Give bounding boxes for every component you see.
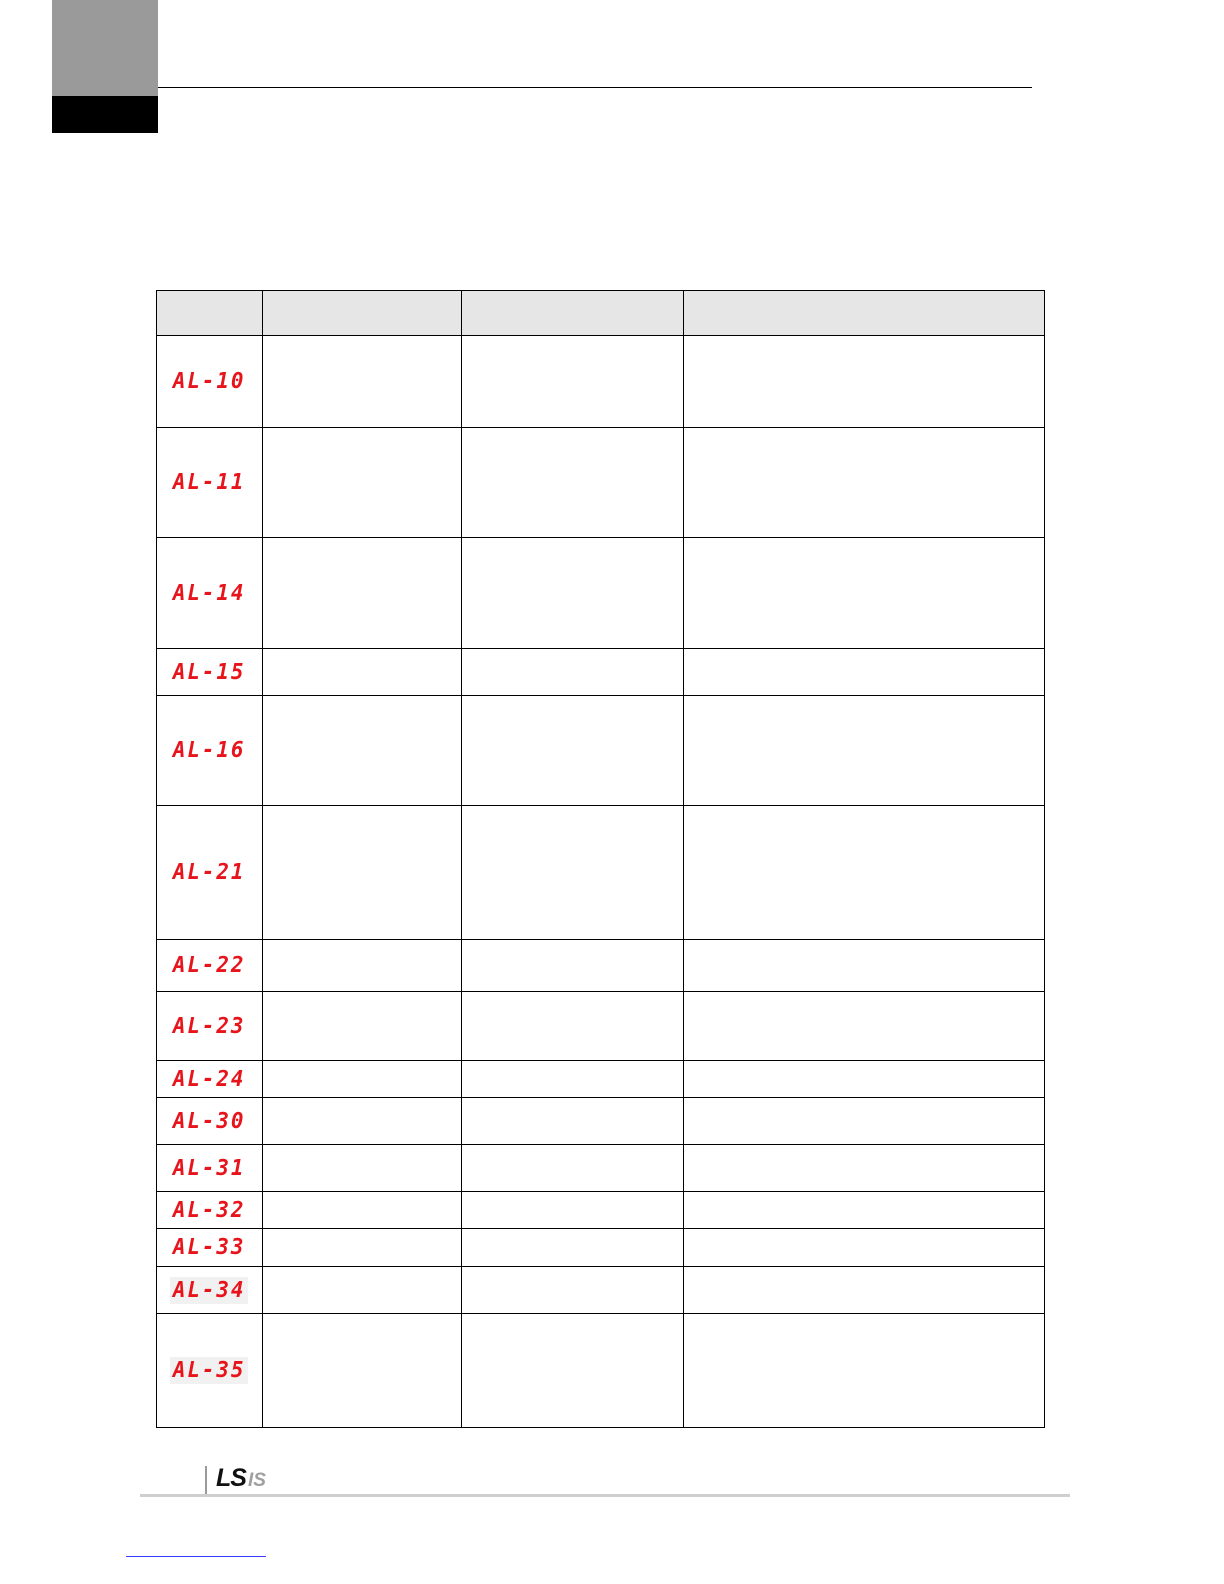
- alarm-name-cell: [263, 336, 462, 428]
- alarm-cause-cell: [462, 336, 684, 428]
- alarm-name-cell: [263, 1192, 462, 1229]
- table-row: [157, 1267, 1045, 1314]
- column-header-action: [684, 291, 1045, 336]
- alarm-name-cell: [263, 428, 462, 538]
- alarm-code-cell: [157, 538, 263, 649]
- alarm-action-cell: [684, 1229, 1045, 1267]
- alarm-name-cell: [263, 940, 462, 992]
- alarm-code-display: AL-11: [173, 470, 246, 495]
- alarm-code-display: AL-15: [173, 659, 246, 685]
- alarm-cause-cell: [462, 806, 684, 940]
- alarm-code-display: AL-21: [173, 860, 246, 885]
- alarm-code-cell: [157, 1098, 263, 1145]
- alarm-action-cell: [684, 649, 1045, 696]
- alarm-code-display: AL-31: [173, 1155, 246, 1181]
- table-row: [157, 1098, 1045, 1145]
- alarm-code-cell: [157, 336, 263, 428]
- alarm-code-cell: [157, 992, 263, 1061]
- ls-is-logo: [216, 1464, 266, 1492]
- header-rule: [158, 87, 1032, 88]
- table-row: [157, 1229, 1045, 1267]
- table-row: [157, 1145, 1045, 1192]
- alarm-code-display: AL-32: [173, 1197, 246, 1223]
- hyperlink-underline[interactable]: [126, 1556, 266, 1557]
- alarm-name-cell: [263, 1267, 462, 1314]
- alarm-code-cell: [157, 1229, 263, 1267]
- footer-divider: [205, 1466, 207, 1496]
- chapter-tab-marker: [52, 96, 158, 133]
- alarm-cause-cell: [462, 428, 684, 538]
- alarm-action-cell: [684, 428, 1045, 538]
- alarm-cause-cell: [462, 1145, 684, 1192]
- table-row: [157, 1192, 1045, 1229]
- alarm-code-cell: [157, 1061, 263, 1098]
- alarm-code-display: AL-23: [173, 1013, 246, 1039]
- alarm-name-cell: [263, 1229, 462, 1267]
- alarm-action-cell: [684, 992, 1045, 1061]
- alarm-action-cell: [684, 1098, 1045, 1145]
- alarm-name-cell: [263, 1061, 462, 1098]
- alarm-code-cell: [157, 1192, 263, 1229]
- alarm-action-cell: [684, 806, 1045, 940]
- alarm-code-cell: [157, 649, 263, 696]
- table-row: [157, 992, 1045, 1061]
- table-row: [157, 649, 1045, 696]
- alarm-code-display: AL-10: [173, 369, 246, 394]
- alarm-code-display: AL-22: [173, 953, 246, 978]
- alarm-name-cell: [263, 1145, 462, 1192]
- alarm-name-cell: [263, 538, 462, 649]
- alarm-code-cell: [157, 428, 263, 538]
- column-header-cause: [462, 291, 684, 336]
- table-row: [157, 1314, 1045, 1428]
- alarm-code-cell: [157, 1145, 263, 1192]
- alarm-action-cell: [684, 336, 1045, 428]
- alarm-code-cell: [157, 696, 263, 806]
- alarm-table: [156, 290, 1045, 1428]
- alarm-code-display: AL-14: [173, 580, 246, 606]
- alarm-code-cell: [157, 940, 263, 992]
- alarm-name-cell: [263, 992, 462, 1061]
- alarm-code-display: AL-35: [170, 1357, 248, 1384]
- table-row: [157, 1061, 1045, 1098]
- table-row: [157, 940, 1045, 992]
- chapter-tab: [52, 0, 158, 96]
- logo-sub-text: IS: [247, 1470, 266, 1491]
- alarm-code-display: AL-33: [173, 1235, 246, 1260]
- alarm-cause-cell: [462, 1061, 684, 1098]
- alarm-code-cell: [157, 806, 263, 940]
- alarm-action-cell: [684, 1267, 1045, 1314]
- alarm-cause-cell: [462, 1098, 684, 1145]
- alarm-name-cell: [263, 806, 462, 940]
- logo-main-text: LS: [216, 1464, 246, 1492]
- alarm-cause-cell: [462, 1229, 684, 1267]
- table-row: [157, 336, 1045, 428]
- table-row: [157, 806, 1045, 940]
- alarm-action-cell: [684, 1061, 1045, 1098]
- alarm-cause-cell: [462, 649, 684, 696]
- table-row: [157, 696, 1045, 806]
- alarm-code-display: AL-30: [173, 1108, 246, 1134]
- alarm-name-cell: [263, 649, 462, 696]
- column-header-code: [157, 291, 263, 336]
- alarm-code-display: AL-34: [170, 1277, 248, 1304]
- alarm-cause-cell: [462, 1192, 684, 1229]
- alarm-name-cell: [263, 696, 462, 806]
- footer-rule: [140, 1494, 1070, 1497]
- alarm-cause-cell: [462, 992, 684, 1061]
- alarm-action-cell: [684, 538, 1045, 649]
- alarm-name-cell: [263, 1314, 462, 1428]
- alarm-code-cell: [157, 1267, 263, 1314]
- alarm-action-cell: [684, 1145, 1045, 1192]
- column-header-name: [263, 291, 462, 336]
- alarm-cause-cell: [462, 940, 684, 992]
- alarm-code-cell: [157, 1314, 263, 1428]
- alarm-action-cell: [684, 1192, 1045, 1229]
- alarm-code-display: AL-16: [173, 738, 246, 763]
- alarm-action-cell: [684, 1314, 1045, 1428]
- alarm-name-cell: [263, 1098, 462, 1145]
- alarm-cause-cell: [462, 538, 684, 649]
- table-row: [157, 538, 1045, 649]
- table-header-row: [157, 291, 1045, 336]
- alarm-action-cell: [684, 940, 1045, 992]
- table-row: [157, 428, 1045, 538]
- alarm-code-display: AL-24: [173, 1066, 246, 1092]
- alarm-action-cell: [684, 696, 1045, 806]
- alarm-cause-cell: [462, 1314, 684, 1428]
- alarm-cause-cell: [462, 696, 684, 806]
- alarm-cause-cell: [462, 1267, 684, 1314]
